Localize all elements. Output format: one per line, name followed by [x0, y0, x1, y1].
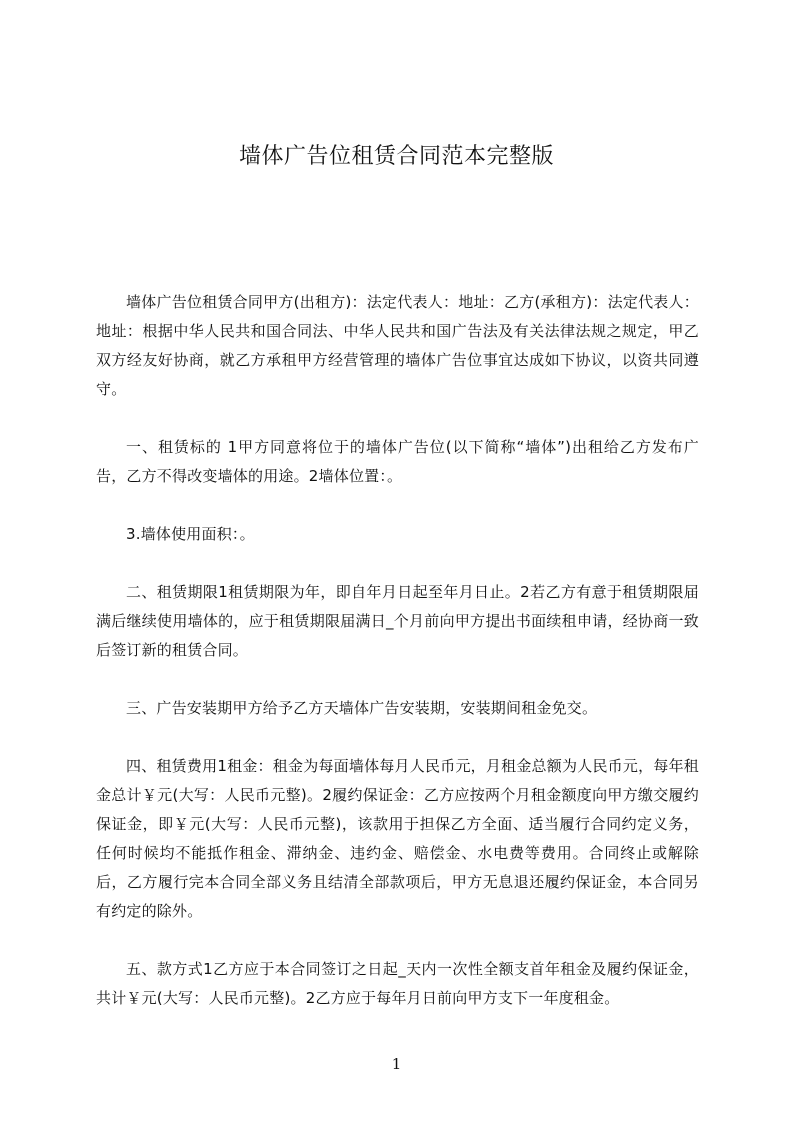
paragraph-lease-term: 二、租赁期限1租赁期限为年，即自年月日起至年月日止。2若乙方有意于租赁期限届满后继续使用墙体的，应于租赁期限届满日_个月前向甲方提出书面续租申请，经协商一致后签订新的租赁合同。 — [96, 583, 699, 659]
page-number: 1 — [391, 1055, 402, 1073]
paragraph-installation-period: 三、广告安装期甲方给予乙方天墙体广告安装期，安装期间租金免交。 — [126, 699, 598, 717]
paragraph-lease-fees: 四、租赁费用1租金：租金为每面墙体每月人民币元，月租金总额为人民币元，每年租金总计￥元(大写：人民币元整)。2履约保证金：乙方应按两个月租金额度向甲方缴交履约保证金，即￥元(大写：人民币元整)，该款用于担保乙方全面、适当履行合同约定义务，任何时候均不能抵作租金、滞纳金、违约金、赔偿金、水电费等费用。合同终止或解除后，乙方履行完本合同全部义务且结清全部款项后，甲方无息退还履约保证金，本合同另有约定的除外。 — [96, 757, 699, 920]
paragraph-payment-method: 五、款方式1乙方应于本合同签订之日起_天内一次性全额支首年租金及履约保证金，共计￥元(大写：人民币元整)。2乙方应于每年月日前向甲方支下一年度租金。 — [96, 960, 699, 1007]
document-body — [96, 288, 699, 1042]
paragraph-lease-subject: 一、租赁标的 1甲方同意将位于的墙体广告位(以下简称“墙体”)出租给乙方发布广告，乙方不得改变墙体的用途。2墙体位置：。 — [96, 438, 699, 485]
paragraph-preamble: 墙体广告位租赁合同甲方(出租方)：法定代表人：地址：乙方(承租方)：法定代表人：地址：根据中华人民共和国合同法、中华人民共和国广告法及有关法律法规之规定，甲乙双方经友好协商，就乙方承租甲方经营管理的墙体广告位事宜达成如下协议，以资共同遵守。 — [96, 293, 699, 398]
document-title: 墙体广告位租赁合同范本完整版 — [238, 144, 554, 169]
paragraph-wall-area: 3.墙体使用面积：。 — [126, 525, 255, 543]
